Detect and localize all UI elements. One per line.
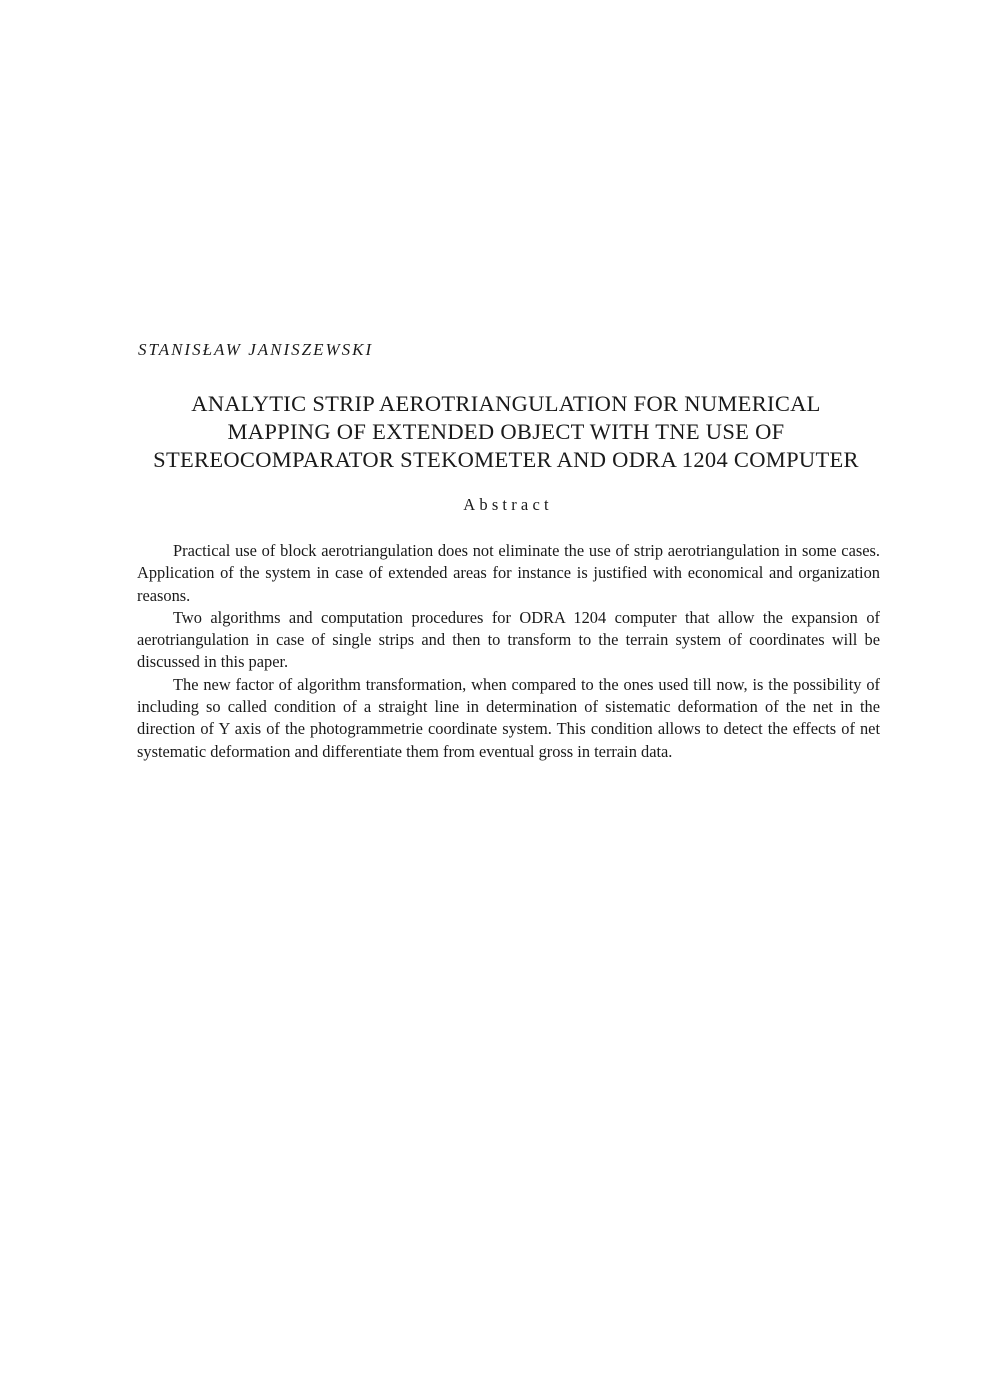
abstract-body <box>137 540 880 763</box>
title-line: STEREOCOMPARATOR STEKOMETER AND ODRA 1204 COMPUTER <box>153 447 859 472</box>
author-name: STANISŁAW JANISZEWSKI <box>138 340 374 359</box>
abstract-paragraph: The new factor of algorithm transformation, when compared to the ones used till now, is the possibility of including so called condition of a straight line in determination of sistematic deformation of the net in the direction of Y axis of the photogrammetrie coordinate system. This condition allows to detect the effects of net systematic deformation and differentiate them from eventual gross in terrain data. <box>137 674 880 761</box>
title-line: ANALYTIC STRIP AEROTRIANGULATION FOR NUMERICAL <box>191 391 821 416</box>
paper-title <box>130 390 882 474</box>
title-line: MAPPING OF EXTENDED OBJECT WITH TNE USE OF <box>227 419 785 444</box>
abstract-paragraph: Practical use of block aerotriangulation does not eliminate the use of strip aerotriangulation in some cases. Application of the system in case of extended areas for instance is justified with economical and organization reasons. <box>137 541 880 605</box>
abstract-paragraph: Two algorithms and computation procedures for ODRA 1204 computer that allow the expansion of aerotriangulation in case of single strips and then to transform to the terrain system of coordinates will be discussed in this paper. <box>137 607 880 672</box>
abstract-heading: Abstract <box>463 495 553 514</box>
